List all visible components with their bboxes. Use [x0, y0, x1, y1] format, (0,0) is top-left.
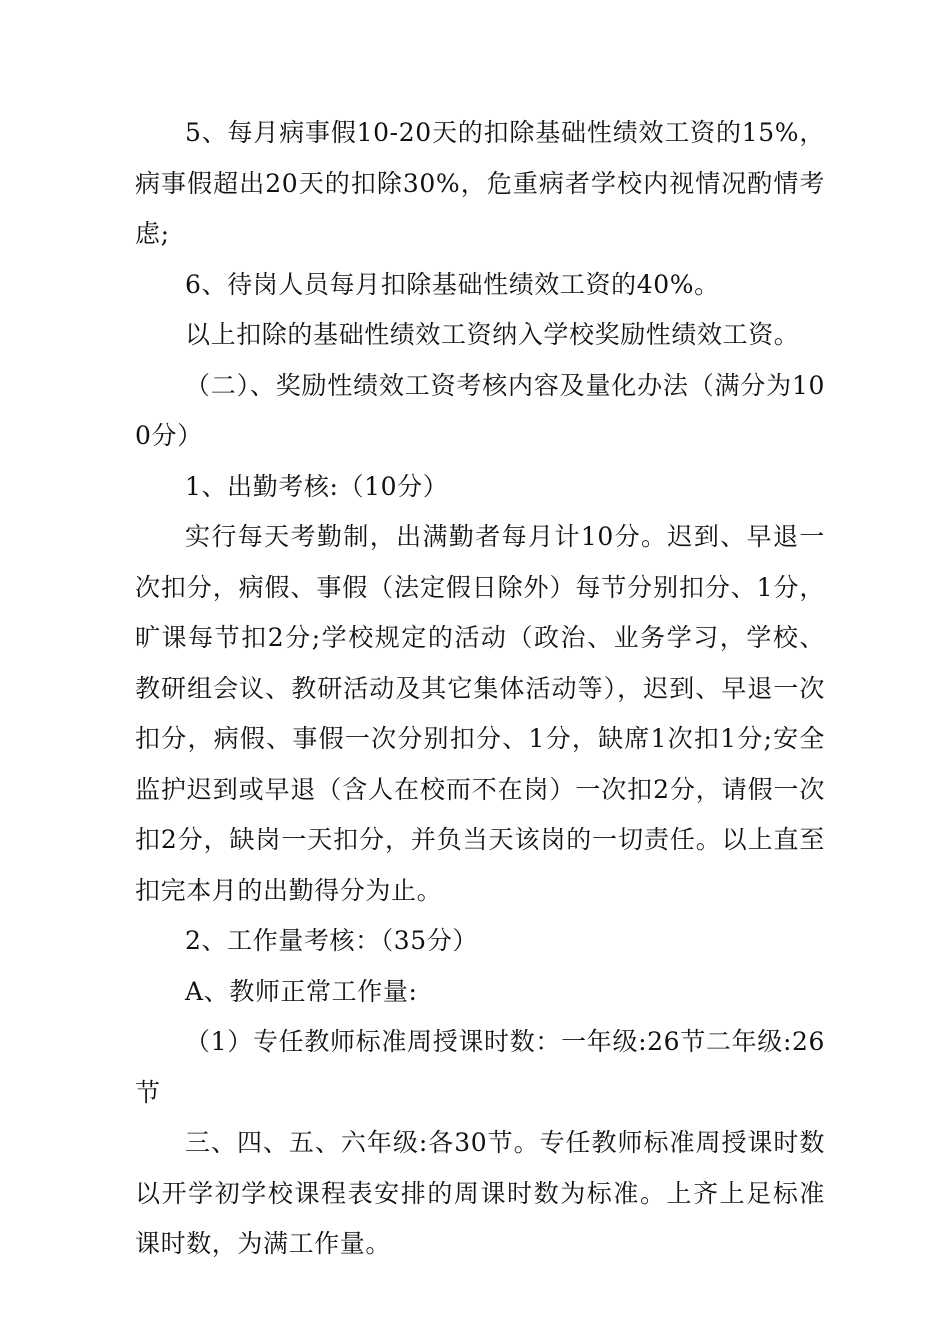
paragraph-deduction-note: 以上扣除的基础性绩效工资纳入学校奖励性绩效工资。	[185, 320, 800, 349]
paragraph-sick-leave-deduction: 5、每月病事假10-20天的扣除基础性绩效工资的15%，病事假超出20天的扣除30%，危重病者学校内视情况酌情考虑;	[135, 118, 825, 248]
paragraph-standby-deduction: 6、待岗人员每月扣除基础性绩效工资的40%。	[185, 269, 720, 299]
section-heading-reward-assessment: （二）、奖励性绩效工资考核内容及量化办法（满分为100分）	[135, 370, 825, 450]
paragraph-standard-hours-continued: 三、四、五、六年级:各30节。专任教师标准周授课时数以开学初学校课程表安排的周课时数为标准。上齐上足标准课时数，为满工作量。	[135, 1128, 825, 1258]
subheading-attendance: 1、出勤考核:（10分）	[185, 471, 449, 501]
paragraph-attendance-rules: 实行每天考勤制，出满勤者每月计10分。迟到、早退一次扣分，病假、事假（法定假日除外）每节分别扣分、1分，旷课每节扣2分;学校规定的活动（政治、业务学习，学校、教研组会议、教研活动及其它集体活动等），迟到、早退一次扣分，病假、事假一次分别扣分、1分，缺席1次扣1分;安全监护迟到或早退（含人在校而不在岗）一次扣2分，请假一次扣2分，缺岗一天扣分，并负当天该岗的一切责任。以上直至扣完本月的出勤得分为止。	[135, 522, 825, 905]
paragraph-standard-hours: （1）专任教师标准周授课时数：一年级:26节二年级:26节	[135, 1027, 825, 1107]
subheading-normal-workload: A、教师正常工作量:	[185, 976, 418, 1006]
subheading-workload: 2、工作量考核：（35分）	[185, 926, 479, 955]
document-body	[135, 108, 825, 1270]
